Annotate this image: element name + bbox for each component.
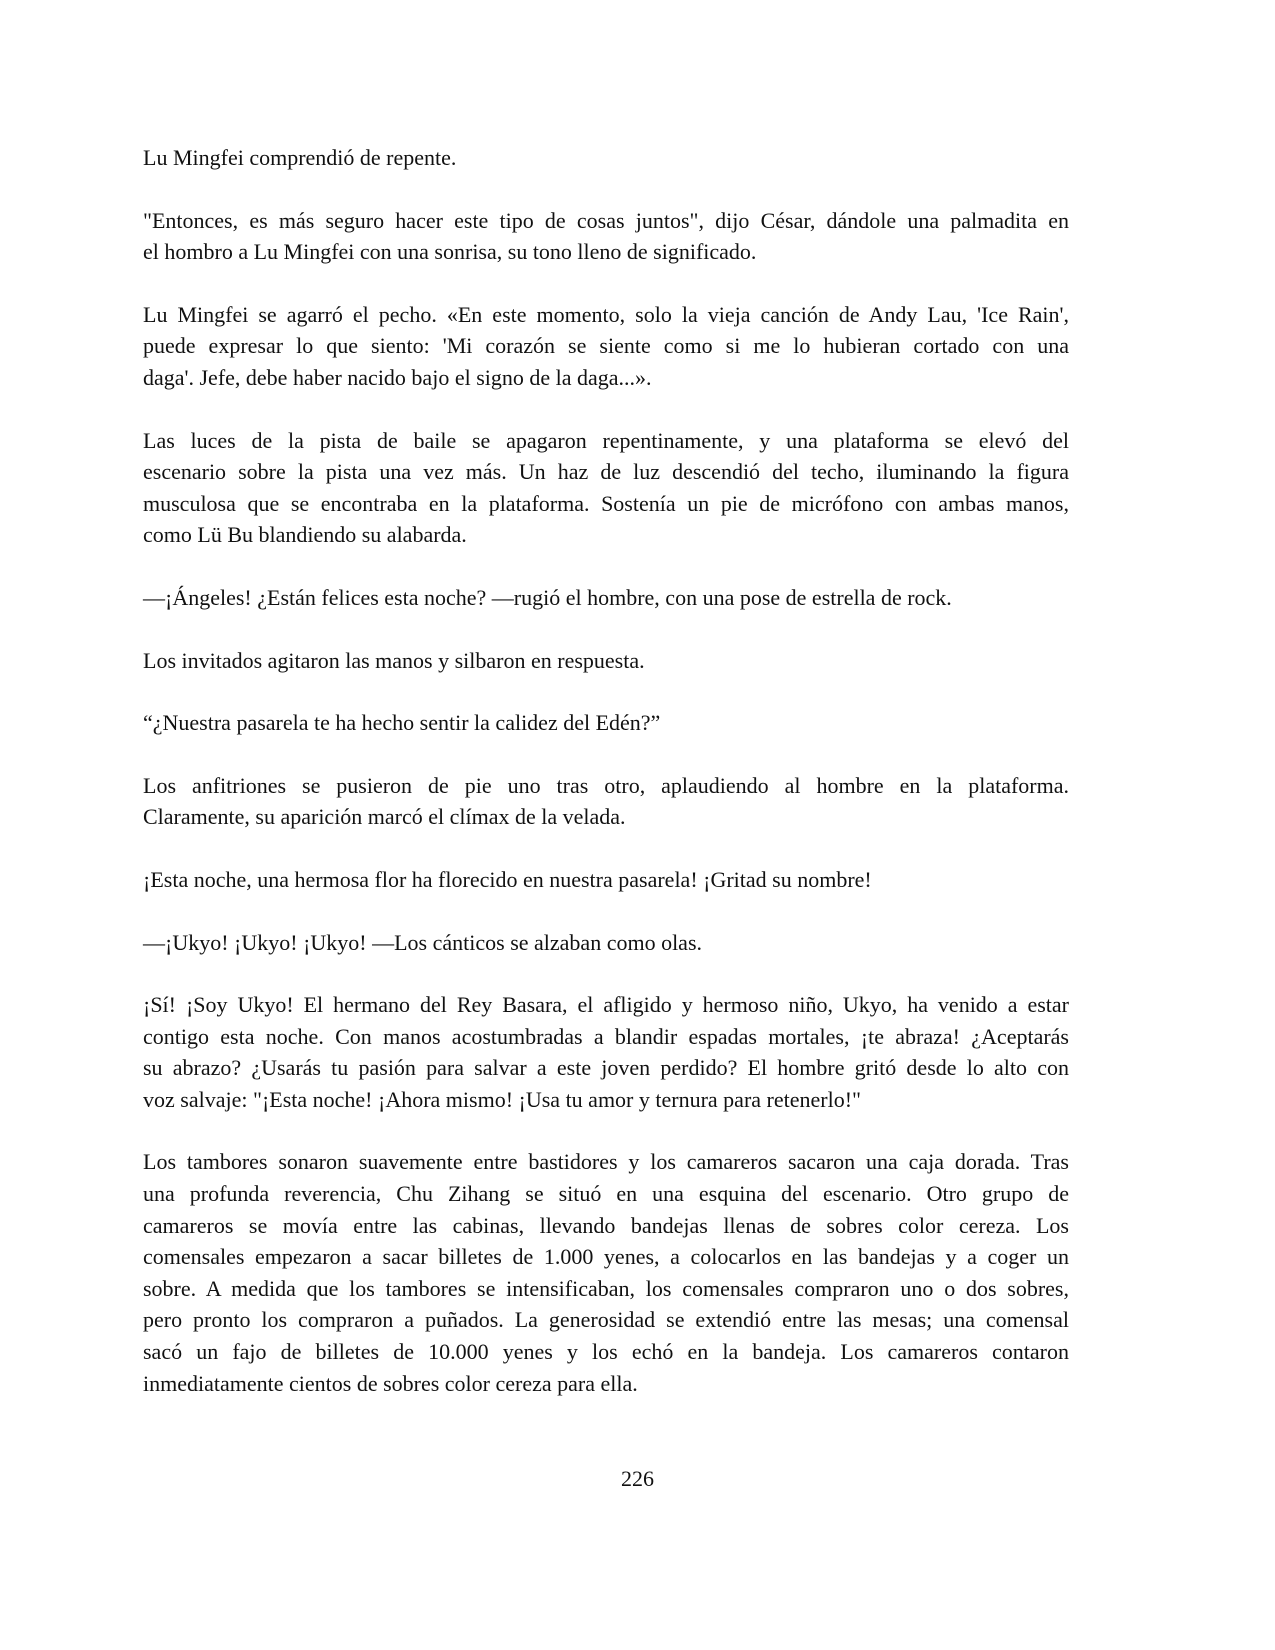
text-line: contigo esta noche. Con manos acostumbradas a blandir espadas mortales, ¡te abraza! ¿Aceptarás	[143, 1023, 1069, 1049]
text-line: Claramente, su aparición marcó el clímax de la velada.	[143, 804, 626, 830]
text-line: inmediatamente cientos de sobres color cereza para ella.	[143, 1370, 638, 1396]
text-line: Las luces de la pista de baile se apagaron repentinamente, y una plataforma se elevó del	[143, 427, 1069, 453]
page-number: 226	[621, 1466, 654, 1491]
paragraph	[143, 864, 1069, 896]
text-line: sacó un fajo de billetes de 10.000 yenes y los echó en la bandeja. Los camareros contaron	[143, 1339, 1069, 1365]
paragraph	[143, 142, 1069, 174]
text-line: Los invitados agitaron las manos y silbaron en respuesta.	[143, 647, 645, 673]
text-line: Lu Mingfei comprendió de repente.	[143, 145, 457, 170]
paragraph	[143, 927, 1069, 959]
text-line: daga'. Jefe, debe haber nacido bajo el signo de la daga...».	[143, 364, 652, 390]
text-line: “¿Nuestra pasarela te ha hecho sentir la calidez del Edén?”	[143, 710, 661, 736]
text-line: escenario sobre la pista una vez más. Un haz de luz descendió del techo, iluminando la figura	[143, 459, 1069, 485]
paragraph	[143, 645, 1069, 677]
paragraph	[143, 989, 1069, 1115]
text-line: camareros se movía entre las cabinas, llevando bandejas llenas de sobres color cereza. Los	[143, 1212, 1069, 1238]
text-line: voz salvaje: "¡Esta noche! ¡Ahora mismo! ¡Usa tu amor y ternura para retenerlo!"	[143, 1086, 862, 1112]
text-line: una profunda reverencia, Chu Zihang se situó en una esquina del escenario. Otro grupo de	[143, 1181, 1069, 1207]
text-line: Los tambores sonaron suavemente entre bastidores y los camareros sacaron una caja dorada. Tras	[143, 1149, 1069, 1175]
paragraph	[143, 299, 1069, 394]
page-body	[143, 142, 1069, 1430]
text-line: ¡Sí! ¡Soy Ukyo! El hermano del Rey Basara, el afligido y hermoso niño, Ukyo, ha venido a estar	[143, 992, 1069, 1018]
paragraph	[143, 205, 1069, 268]
paragraph	[143, 425, 1069, 551]
text-line: puede expresar lo que siento: 'Mi corazón se siente como si me lo hubieran cortado con una	[143, 333, 1069, 359]
text-line: pero pronto los compraron a puñados. La generosidad se extendió entre las mesas; una comensal	[143, 1307, 1069, 1333]
text-line: su abrazo? ¿Usarás tu pasión para salvar a este joven perdido? El hombre gritó desde lo alto con	[143, 1055, 1069, 1081]
text-line: comensales empezaron a sacar billetes de 1.000 yenes, a colocarlos en las bandejas y a coger un	[143, 1244, 1069, 1270]
text-line: ¡Esta noche, una hermosa flor ha florecido en nuestra pasarela! ¡Gritad su nombre!	[143, 866, 872, 892]
text-line: "Entonces, es más seguro hacer este tipo de cosas juntos", dijo César, dándole una palmadita en	[143, 207, 1069, 233]
text-line: el hombro a Lu Mingfei con una sonrisa, su tono lleno de significado.	[143, 239, 757, 265]
text-line: —¡Ángeles! ¿Están felices esta noche? —rugió el hombre, con una pose de estrella de rock.	[143, 584, 952, 610]
text-line: como Lü Bu blandiendo su alabarda.	[143, 522, 467, 548]
text-line: Lu Mingfei se agarró el pecho. «En este momento, solo la vieja canción de Andy Lau, 'Ice Rain',	[143, 301, 1069, 327]
paragraph	[143, 1146, 1069, 1399]
text-line: sobre. A medida que los tambores se intensificaban, los comensales compraron uno o dos sobres,	[143, 1275, 1069, 1301]
text-line: musculosa que se encontraba en la plataforma. Sostenía un pie de micrófono con ambas manos,	[143, 490, 1069, 516]
paragraph	[143, 582, 1069, 614]
text-line: —¡Ukyo! ¡Ukyo! ¡Ukyo! —Los cánticos se alzaban como olas.	[143, 929, 703, 955]
text-line: Los anfitriones se pusieron de pie uno tras otro, aplaudiendo al hombre en la plataforma.	[143, 772, 1069, 798]
paragraph	[143, 770, 1069, 833]
paragraph	[143, 707, 1069, 739]
